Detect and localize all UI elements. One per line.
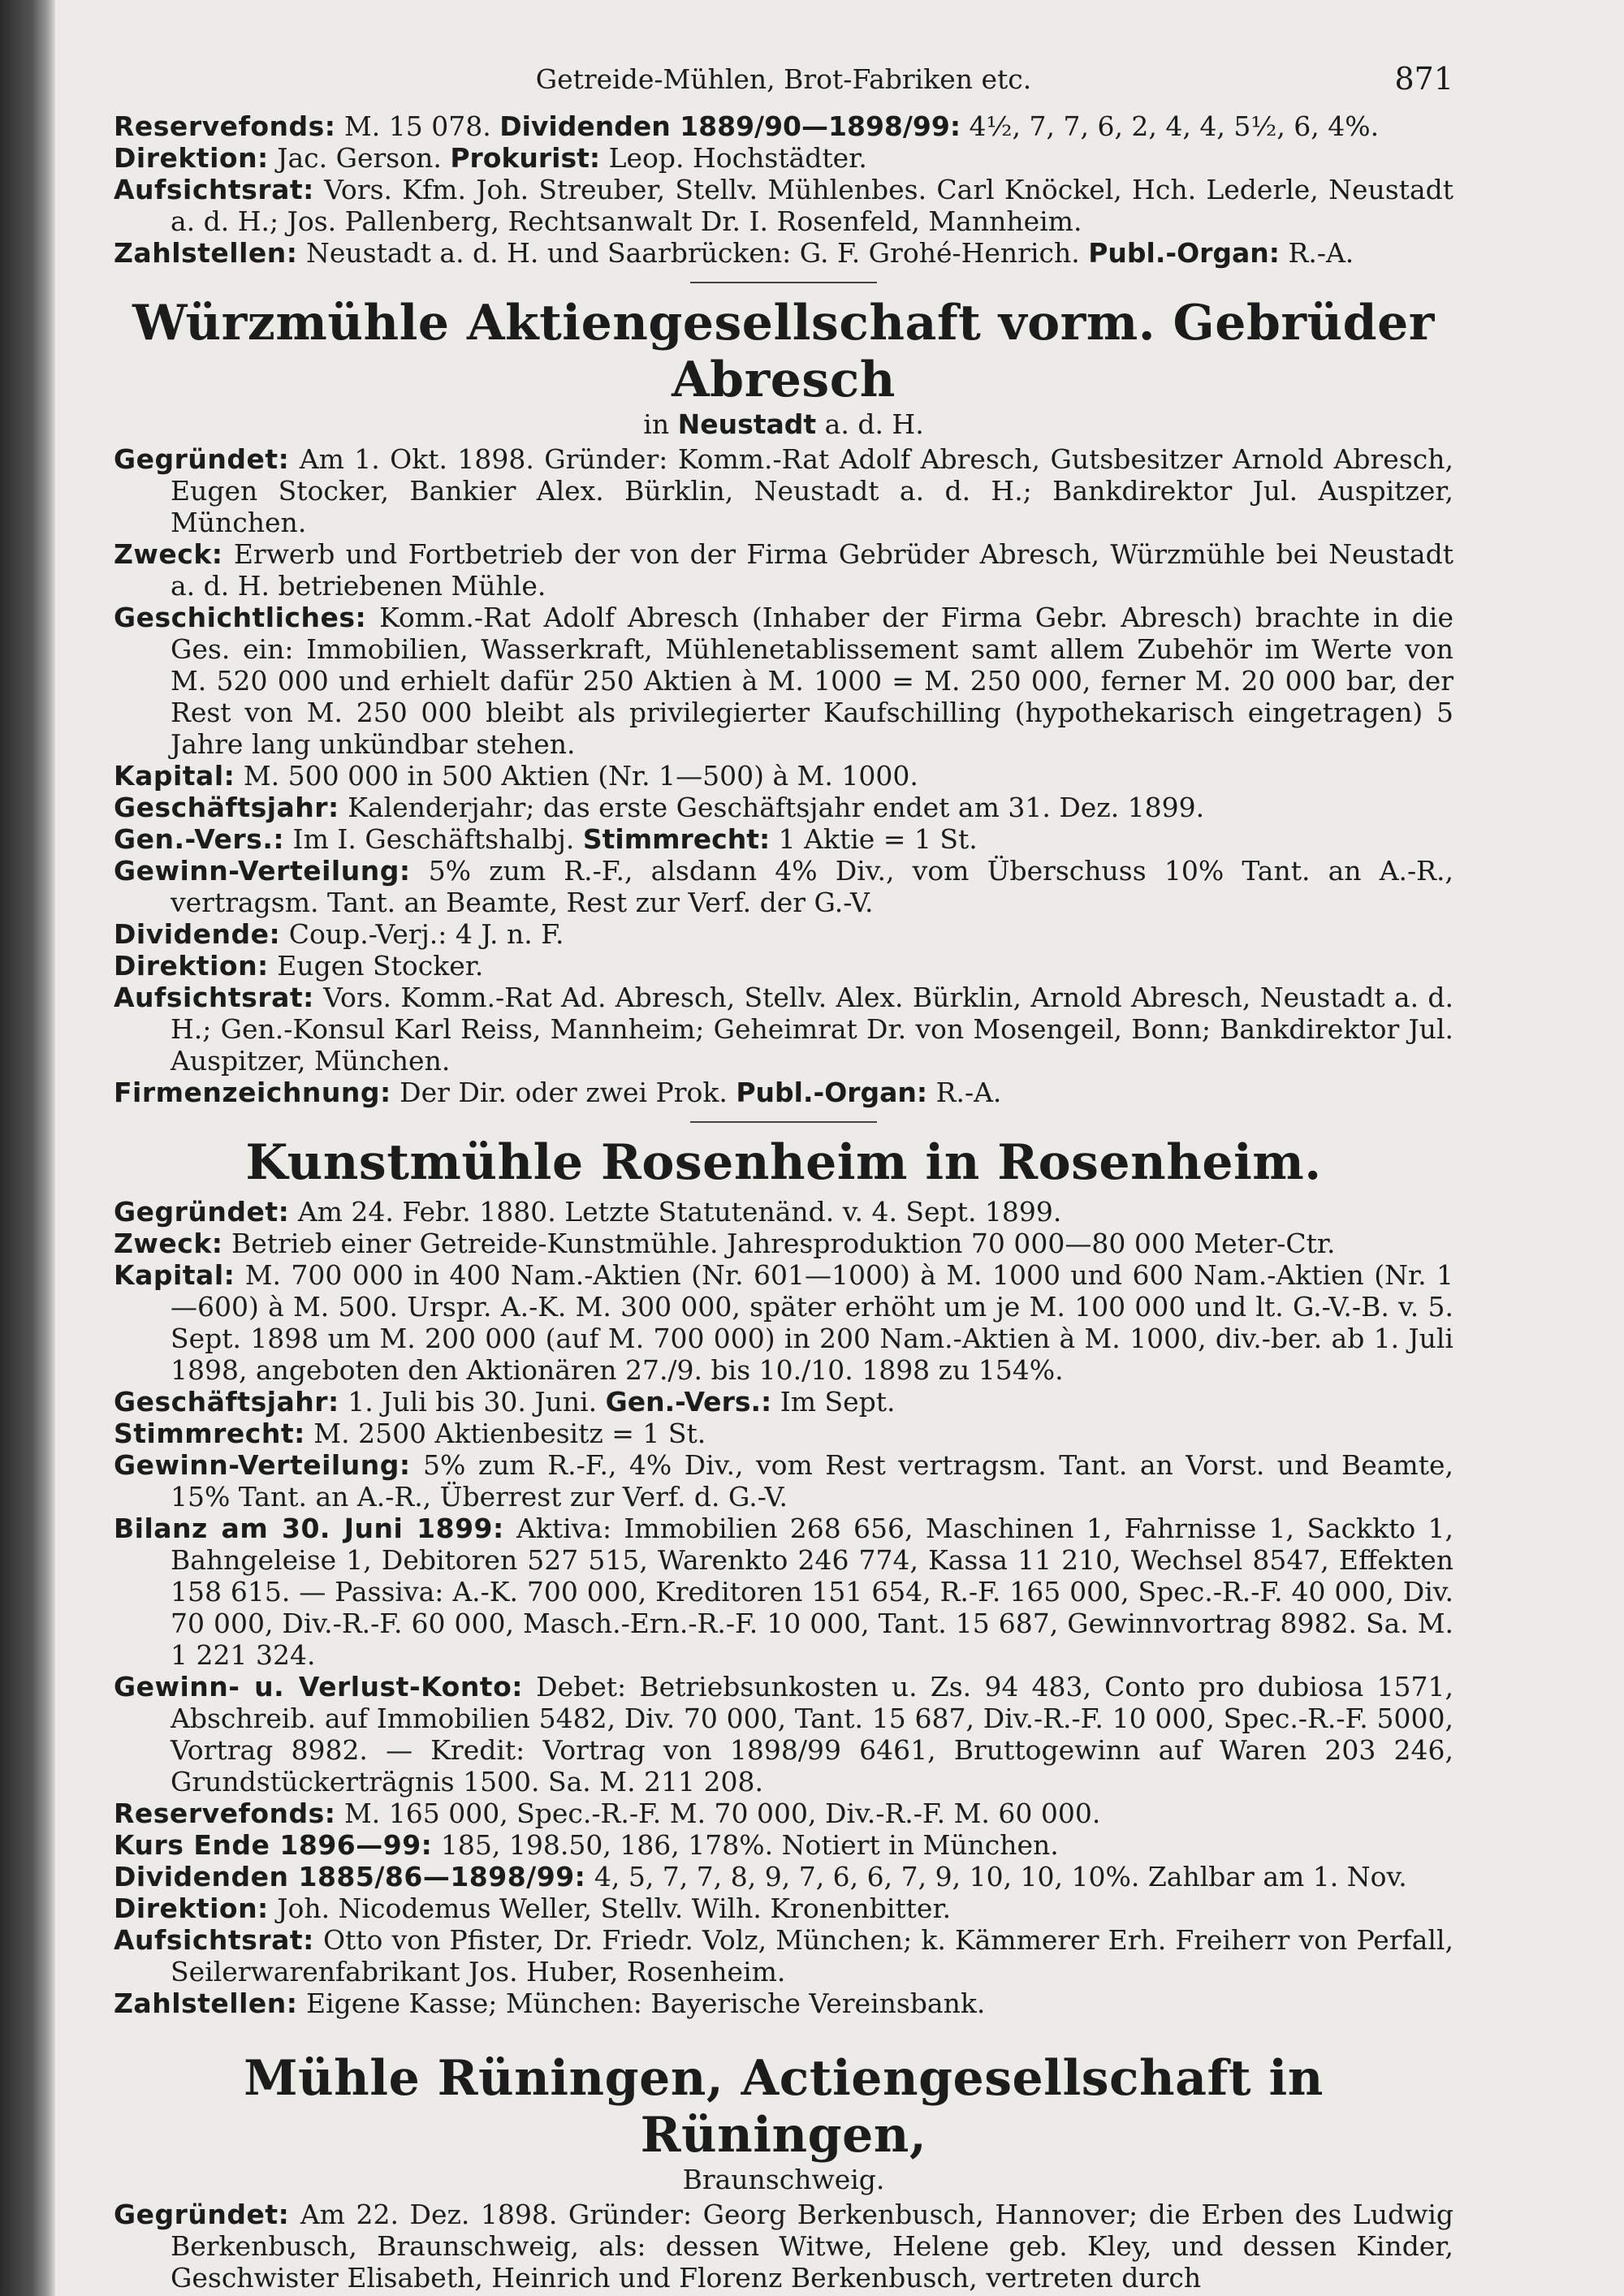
entry-gewinn-verteilung: Gewinn-Verteilung: 5% zum R.-F., 4% Div., vom Rest vertragsm. Tant. an Vorst. und Beamte, 15% Tant. an A.-R., Überrest zur Verf. d. G.-V. <box>114 1449 1453 1513</box>
entry-geschaeftsjahr: Geschäftsjahr: 1. Juli bis 30. Juni. Gen.-Vers.: Im Sept. <box>114 1386 896 1418</box>
company-title: Würzmühle Aktiengesellschaft vorm. Gebrüder Abresch <box>132 295 1435 408</box>
section-divider <box>690 282 877 283</box>
entry-gen-vers: Gen.-Vers.: Im I. Geschäftshalbj. Stimmrecht: 1 Aktie = 1 St. <box>114 823 978 855</box>
entry-gegruendet: Gegründet: Am 24. Febr. 1880. Letzte Statutenänd. v. 4. Sept. 1899. <box>114 1196 1062 1228</box>
entry-kurs: Kurs Ende 1896—99: 185, 198.50, 186, 178%. Notiert in München. <box>114 1829 1059 1861</box>
entry-zweck: Zweck: Erwerb und Fortbetrieb der von der Firma Gebrüder Abresch, Würzmühle bei Neustadt a. d. H. betriebenen Mühle. <box>114 538 1453 602</box>
entry-dividende: Dividende: Coup.-Verj.: 4 J. n. F. <box>114 918 564 950</box>
section-divider <box>690 1121 877 1123</box>
entry-zweck: Zweck: Betrieb einer Getreide-Kunstmühle. Jahresproduktion 70 000—80 000 Meter-Ctr. <box>114 1228 1336 1259</box>
entry-zahlstellen: Zahlstellen: Neustadt a. d. H. und Saarbrücken: G. F. Grohé-Henrich. Publ.-Organ: R.-A. <box>114 237 1354 269</box>
entry-direktion: Direktion: Jac. Gerson. Prokurist: Leop. Hochstädter. <box>114 142 867 174</box>
entry-bilanz: Bilanz am 30. Juni 1899: Aktiva: Immobilien 268 656, Maschinen 1, Fahrnisse 1, Sackkto 1, Bahngeleise 1, Debitoren 527 515, Warenkto 246 774, Kassa 11 210, Wechsel 8547, Effekten 158 615. — Passiva: A.-K. 700 000, Kreditoren 151 654, R.-F. 165 000, Spec.-R.-F. 40 000, Div. 70 000, Div.-R.-F. 60 000, Masch.-Ern.-R.-F. 10 000, Tant. 15 687, Gewinnvortrag 8982. Sa. M. 1 221 324. <box>114 1513 1453 1671</box>
company-kunstmuehle-rosenheim <box>114 1134 1453 2019</box>
company-location: in Neustadt a. d. H. <box>643 408 924 440</box>
entry-kapital: Kapital: M. 500 000 in 500 Aktien (Nr. 1—500) à M. 1000. <box>114 760 918 792</box>
entry-gegruendet: Gegründet: Am 22. Dez. 1898. Gründer: Georg Berkenbusch, Hannover; die Erben des Ludwig Berkenbusch, Braunschweig, als: dessen Witwe, Helene geb. Kley, und dessen Kinder, Geschwister Elisabeth, Heinrich und Florenz Berkenbusch, vertreten durch <box>114 2199 1453 2294</box>
entry-gewinn-verlust-konto: Gewinn- u. Verlust-Konto: Debet: Betriebsunkosten u. Zs. 94 483, Conto pro dubiosa 1571, Abschreib. auf Immobilien 5482, Div. 70 000, Tant. 15 687, Div.-R.-F. 10 000, Spec.-R.-F. 5000, Vortrag 8982. — Kredit: Vortrag von 1898/99 6461, Bruttogewinn auf Waren 203 246, Grundstückerträgnis 1500. Sa. M. 211 208. <box>114 1671 1453 1798</box>
entry-gewinn-verteilung: Gewinn-Verteilung: 5% zum R.-F., alsdann 4% Div., vom Überschuss 10% Tant. an A.-R., vertragsm. Tant. an Beamte, Rest zur Verf. der G.-V. <box>114 855 1453 918</box>
page-number: 871 <box>1394 61 1453 97</box>
running-head-title: Getreide-Mühlen, Brot-Fabriken etc. <box>535 63 1032 95</box>
company-title: Mühle Rüningen, Actiengesellschaft in Rüningen, <box>244 2050 1324 2164</box>
entry-firmenzeichnung: Firmenzeichnung: Der Dir. oder zwei Prok. Publ.-Organ: R.-A. <box>114 1077 1002 1108</box>
entry-reservefonds: Reservefonds: M. 165 000, Spec.-R.-F. M. 70 000, Div.-R.-F. M. 60 000. <box>114 1798 1101 1829</box>
entry-direktion: Direktion: Joh. Nicodemus Weller, Stellv. Wilh. Kronenbitter. <box>114 1892 952 1924</box>
entry-direktion: Direktion: Eugen Stocker. <box>114 950 484 982</box>
entry-gegruendet: Gegründet: Am 1. Okt. 1898. Gründer: Komm.-Rat Adolf Abresch, Gutsbesitzer Arnold Abresch, Eugen Stocker, Bankier Alex. Bürklin, Neustadt a. d. H.; Bankdirektor Jul. Auspitzer, München. <box>114 443 1453 538</box>
book-binding-edge <box>0 0 55 2296</box>
entry-geschichtliches: Geschichtliches: Komm.-Rat Adolf Abresch (Inhaber der Firma Gebr. Abresch) brachte in die Ges. ein: Immobilien, Wasserkraft, Mühlenetablissement samt allem Zubehör im Werte von M. 520 000 und erhielt dafür 250 Aktien à M. 1000 = M. 250 000, ferner M. 20 000 bar, der Rest von M. 250 000 bleibt als privilegierter Kaufschilling (hypothekarisch eingetragen) 5 Jahre lang unkündbar stehen. <box>114 602 1453 760</box>
company-muehle-rueningen <box>114 2050 1453 2294</box>
entry-kapital: Kapital: M. 700 000 in 400 Nam.-Aktien (Nr. 601—1000) à M. 1000 und 600 Nam.-Aktien (Nr. 1—600) à M. 500. Urspr. A.-K. M. 300 000, später erhöht um je M. 100 000 und lt. G.-V.-B. v. 5. Sept. 1898 um M. 200 000 (auf M. 700 000) in 200 Nam.-Aktien à M. 1000, div.-ber. ab 1. Juli 1898, angeboten den Aktionären 27./9. bis 10./10. 1898 zu 154%. <box>114 1259 1453 1386</box>
entry-zahlstellen: Zahlstellen: Eigene Kasse; München: Bayerische Vereinsbank. <box>114 1987 986 2019</box>
entry-aufsichtsrat: Aufsichtsrat: Otto von Pfister, Dr. Friedr. Volz, München; k. Kämmerer Erh. Freiherr von Perfall, Seilerwarenfabrikant Jos. Huber, Rosenheim. <box>114 1924 1453 1987</box>
company-location: Braunschweig. <box>682 2164 885 2195</box>
entry-reservefonds: Reservefonds: M. 15 078. Dividenden 1889/90—1898/99: 4½, 7, 7, 6, 2, 4, 4, 5½, 6, 4%. <box>114 110 1380 142</box>
entry-stimmrecht: Stimmrecht: M. 2500 Aktienbesitz = 1 St. <box>114 1418 706 1449</box>
document-page <box>114 57 1453 2294</box>
previous-entry <box>114 110 1453 269</box>
spacer <box>114 2019 1453 2042</box>
entry-geschaeftsjahr: Geschäftsjahr: Kalenderjahr; das erste Geschäftsjahr endet am 31. Dez. 1899. <box>114 792 1205 823</box>
entry-dividenden: Dividenden 1885/86—1898/99: 4, 5, 7, 7, 8, 9, 7, 6, 6, 7, 9, 10, 10, 10%. Zahlbar am 1. Nov. <box>114 1861 1407 1892</box>
company-wurzmuehle <box>114 295 1453 1108</box>
entry-aufsichtsrat: Aufsichtsrat: Vors. Kfm. Joh. Streuber, Stellv. Mühlenbes. Carl Knöckel, Hch. Lederle, Neustadt a. d. H.; Jos. Pallenberg, Rechtsanwalt Dr. I. Rosenfeld, Mannheim. <box>114 174 1453 237</box>
company-title: Kunstmühle Rosenheim in Rosenheim. <box>245 1134 1322 1191</box>
entry-aufsichtsrat: Aufsichtsrat: Vors. Komm.-Rat Ad. Abresch, Stellv. Alex. Bürklin, Arnold Abresch, Neustadt a. d. H.; Gen.-Konsul Karl Reiss, Mannheim; Geheimrat Dr. von Mosengeil, Bonn; Bankdirektor Jul. Auspitzer, München. <box>114 982 1453 1077</box>
running-head <box>114 57 1453 110</box>
